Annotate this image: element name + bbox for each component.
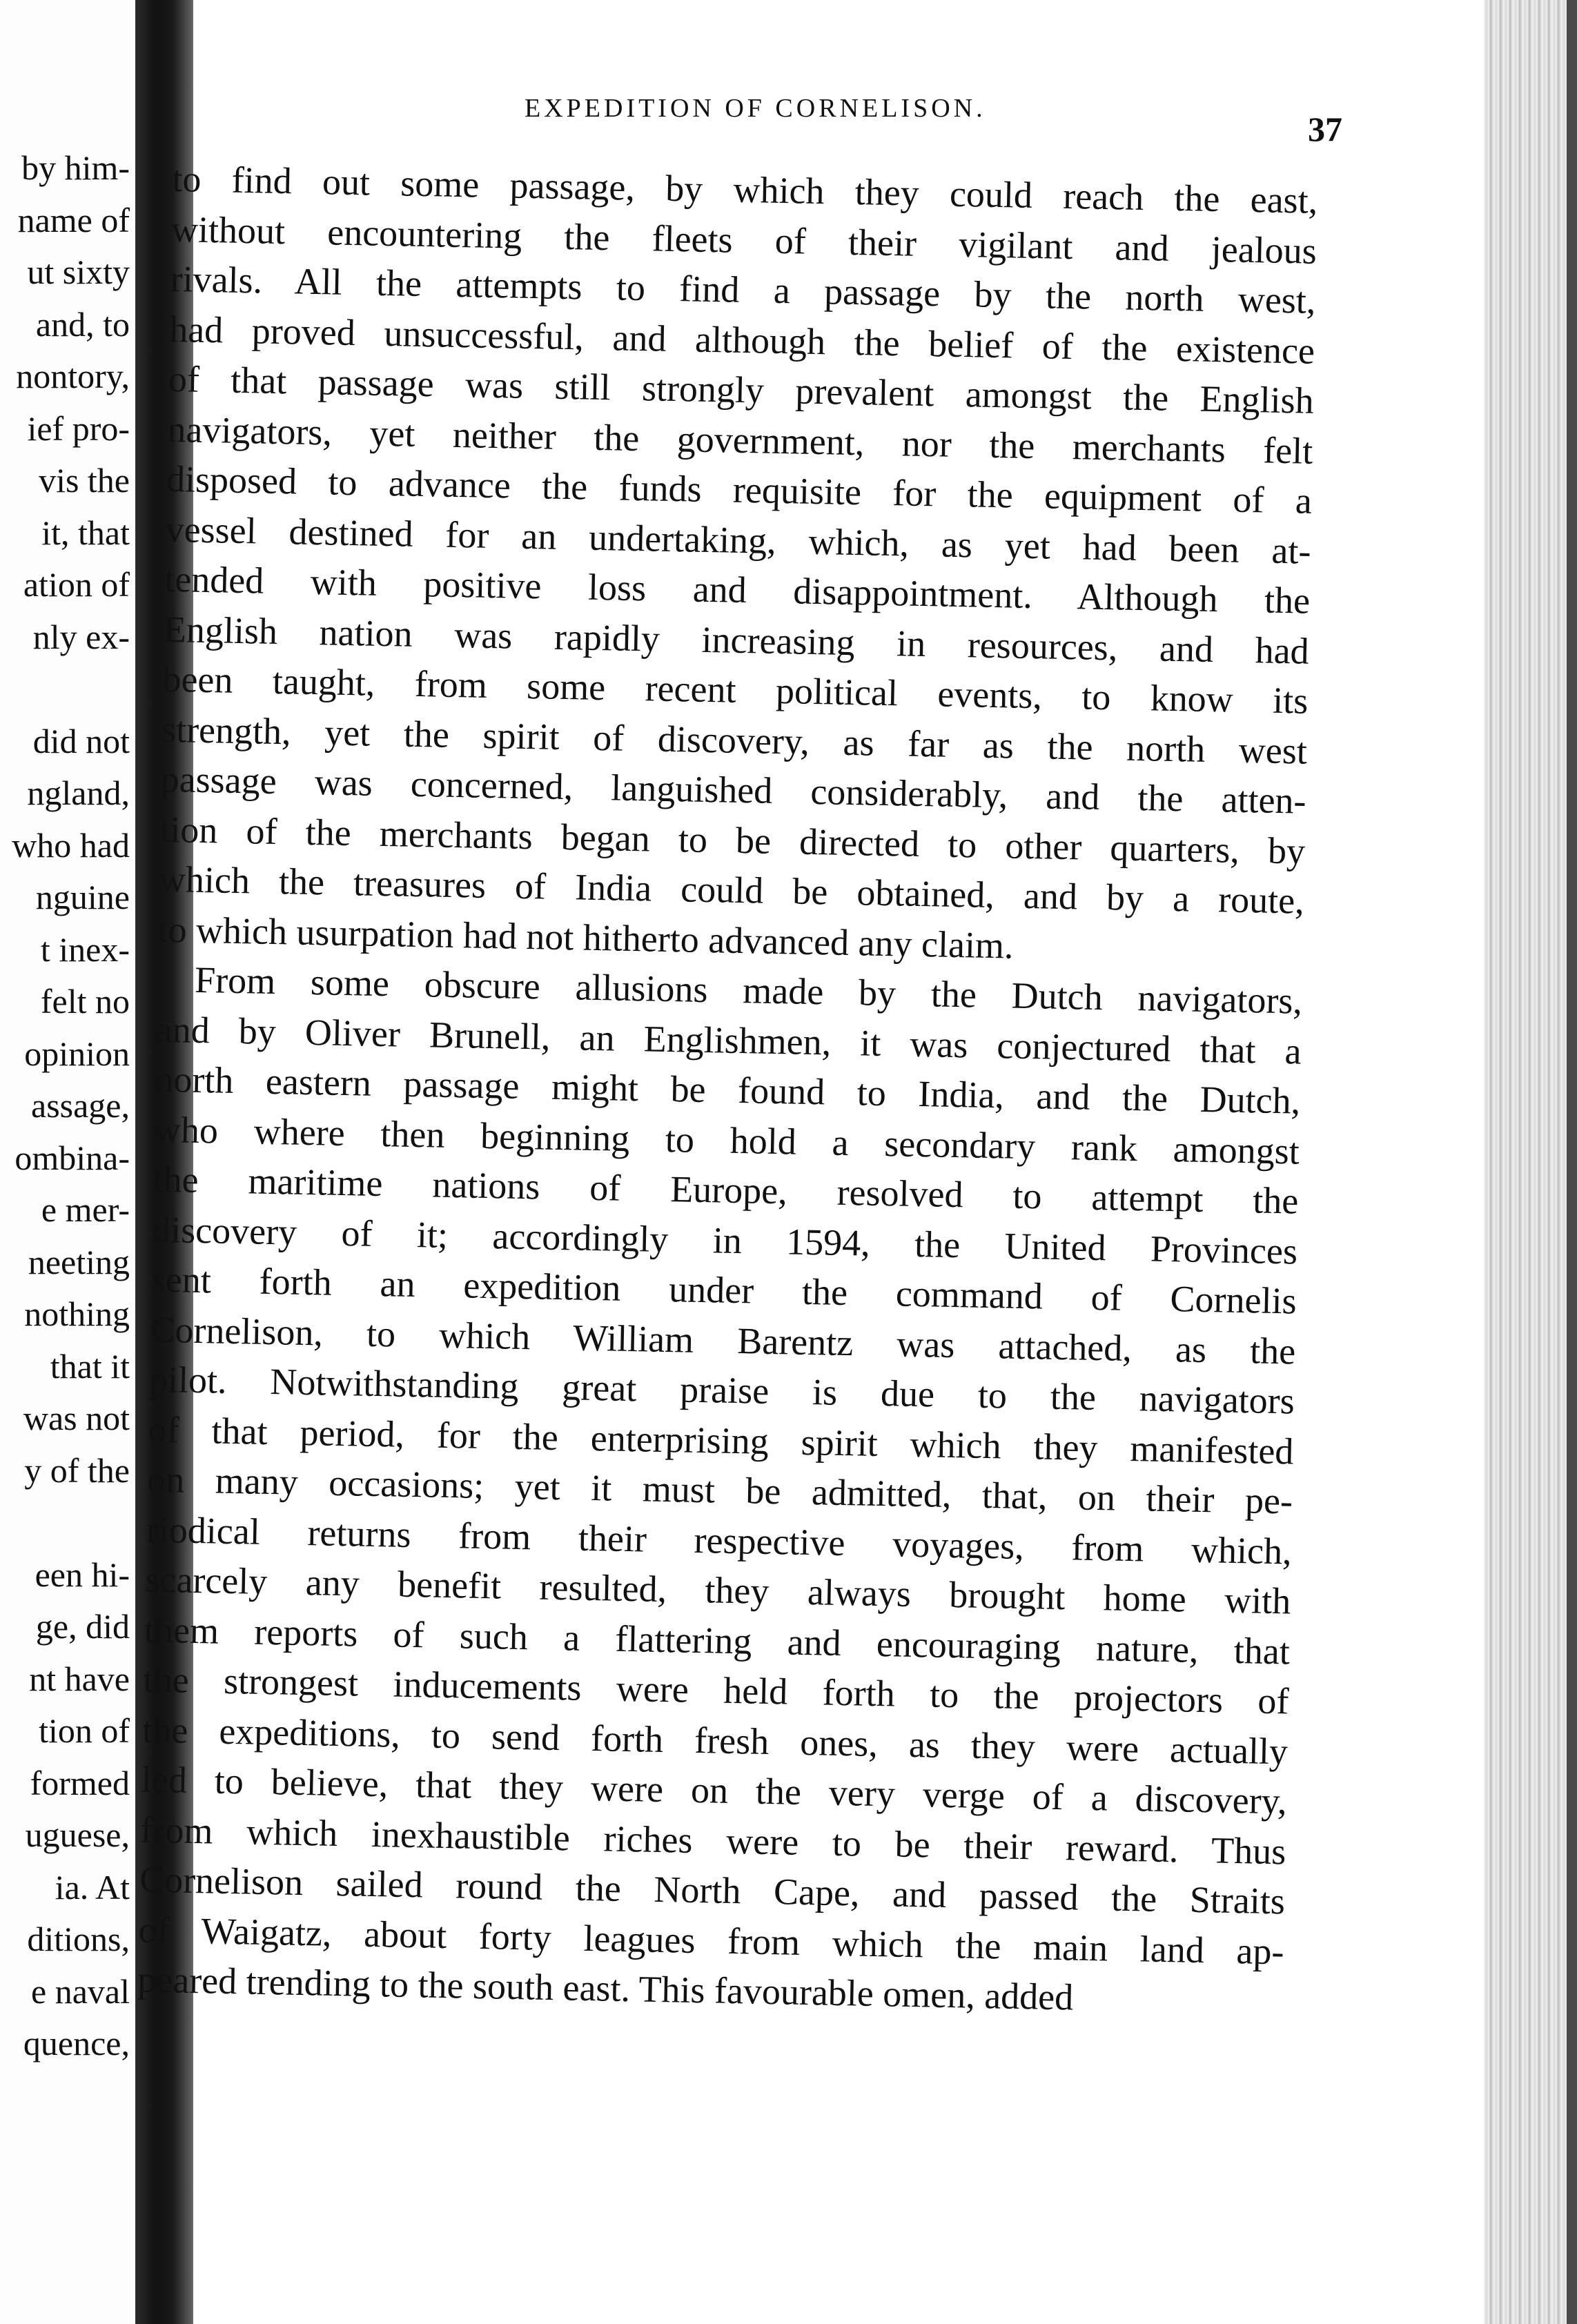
left-page-line: ge, did: [35, 1607, 130, 1646]
body-text-line: the strongest inducements were held forth to the projectors of: [143, 1658, 1289, 1722]
page-number: 37: [1308, 110, 1342, 148]
body-text-line: vessel destined for an undertaking, which, as yet had been at-: [165, 508, 1312, 572]
body-text-line: which the treasures of India could be obtained, and by a route,: [158, 858, 1305, 922]
left-page-line: ief pro-: [27, 408, 130, 448]
left-page-line: tion of: [39, 1711, 130, 1750]
body-text-line: to find out some passage, by which they could reach the east,: [171, 158, 1318, 221]
left-page-line: quence,: [23, 2024, 130, 2062]
left-page-line: uguese,: [25, 1815, 130, 1854]
left-page-line: een hi-: [35, 1555, 130, 1594]
left-page-line: felt no: [40, 982, 130, 1021]
body-text-line: on many occasions; yet it must be admitted, that, on their pe-: [146, 1458, 1293, 1522]
body-text-line: of that passage was still strongly prevalent amongst the English: [168, 357, 1315, 422]
body-text-line: passage was concerned, languished considerably, and the atten-: [160, 758, 1307, 822]
body-text-line: been taught, from some recent political events, to know its: [161, 658, 1309, 722]
left-page-line: by him-: [21, 148, 130, 187]
body-text-line: to which usurpation had not hitherto advanced any claim.: [157, 908, 1015, 967]
left-page-line: ia. At: [55, 1867, 130, 1907]
left-page-line: ation of: [23, 565, 130, 604]
left-page-line: ditions,: [27, 1920, 130, 1958]
body-text-line: riodical returns from their respective voyages, from which,: [146, 1508, 1293, 1572]
body-text-line: sent forth an expedition under the command of Cornelis: [150, 1258, 1297, 1322]
body-text-line: Cornelison sailed round the North Cape, and passed the Straits: [139, 1858, 1286, 1922]
left-page-line: e mer-: [41, 1190, 130, 1229]
body-text-line: of that period, for the enterprising spirit which they manifested: [148, 1408, 1294, 1473]
left-page-line: was not: [23, 1399, 130, 1437]
body-text-line: navigators, yet neither the government, nor the merchants felt: [166, 408, 1313, 472]
left-page-line: nontory,: [16, 357, 130, 395]
left-page-line: and, to: [35, 304, 130, 344]
body-text-line: the maritime nations of Europe, resolved to attempt the: [153, 1158, 1299, 1222]
left-page-line: formed: [30, 1763, 130, 1802]
body-text-line: peared trending to the south east. This favourable omen, added: [137, 1958, 1074, 2018]
left-page-line: nguine: [35, 878, 130, 916]
body-text-line: of Waigatz, about forty leagues from which the main land ap-: [138, 1909, 1285, 1972]
body-text-line: discovery of it; accordingly in 1594, the United Provinces: [151, 1208, 1298, 1272]
left-page-line: neeting: [28, 1242, 130, 1281]
body-text-line: tion of the merchants began to be directed to other quarters, by: [159, 808, 1306, 872]
left-page-line: nly ex-: [32, 617, 130, 656]
page-edge-shadow: [1567, 0, 1577, 2324]
left-page-line: y of the: [24, 1450, 130, 1490]
body-text-line: had proved unsuccessful, and although the belief of the existence: [168, 308, 1315, 372]
body-text-line: From some obscure allusions made by the Dutch navigators,: [194, 958, 1303, 1022]
left-page-line: e naval: [31, 1971, 130, 2011]
left-page-line: it, that: [41, 513, 130, 552]
left-page-line: name of: [17, 200, 130, 239]
body-text-line: rivals. All the attempts to find a passage by the north west,: [170, 257, 1316, 322]
body-text-line: strength, yet the spirit of discovery, as far as the north west: [161, 708, 1308, 772]
left-page-line: assage,: [31, 1086, 130, 1125]
body-text-line: them reports of such a flattering and encouraging nature, that: [144, 1608, 1291, 1672]
left-page-line: t inex-: [40, 929, 130, 969]
body-text-line: pilot. Notwithstanding great praise is due to the navigators: [148, 1358, 1295, 1422]
body-text-line: tended with positive loss and disappointment. Although the: [164, 558, 1311, 622]
left-page-line: ngland,: [27, 774, 130, 812]
body-text-line: who where then beginning to hold a secondary rank amongst: [153, 1108, 1300, 1172]
body-text-line: Cornelison, to which William Barentz was attached, as the: [149, 1308, 1296, 1372]
body-text-line: and by Oliver Brunell, an Englishmen, it was conjectured that a: [155, 1008, 1302, 1072]
left-page-fragment: [0, 0, 138, 2324]
body-text-line: the expeditions, to send forth fresh ones, as they were actually: [141, 1708, 1289, 1772]
body-text-line: scarcely any benefit resulted, they always brought home with: [144, 1558, 1291, 1622]
left-page-line: that it: [50, 1346, 130, 1386]
left-page-line: who had: [12, 825, 130, 865]
left-page-line: did not: [32, 721, 130, 760]
left-page-line: ombina-: [14, 1138, 130, 1177]
body-text-line: from which inexhaustible riches were to be their reward. Thus: [139, 1809, 1286, 1872]
left-page-line: ut sixty: [27, 253, 130, 291]
left-page-line: vis the: [39, 461, 130, 500]
body-text-line: led to believe, that they were on the very verge of a discovery,: [141, 1758, 1288, 1822]
running-head: EXPEDITION OF CORNELISON.: [525, 94, 986, 123]
body-text-line: disposed to advance the funds requisite for the equipment of a: [166, 457, 1313, 522]
page-edge: [1484, 0, 1577, 2324]
left-page-line: nothing: [24, 1294, 130, 1333]
body-text-line: without encountering the fleets of their vigilant and jealous: [170, 208, 1318, 272]
left-page-line: nt have: [29, 1659, 130, 1698]
left-page-line: opinion: [24, 1034, 130, 1073]
body-text-line: north eastern passage might be found to India, and the Dutch,: [154, 1058, 1301, 1122]
body-text-line: English nation was rapidly increasing in resources, and had: [163, 608, 1310, 672]
